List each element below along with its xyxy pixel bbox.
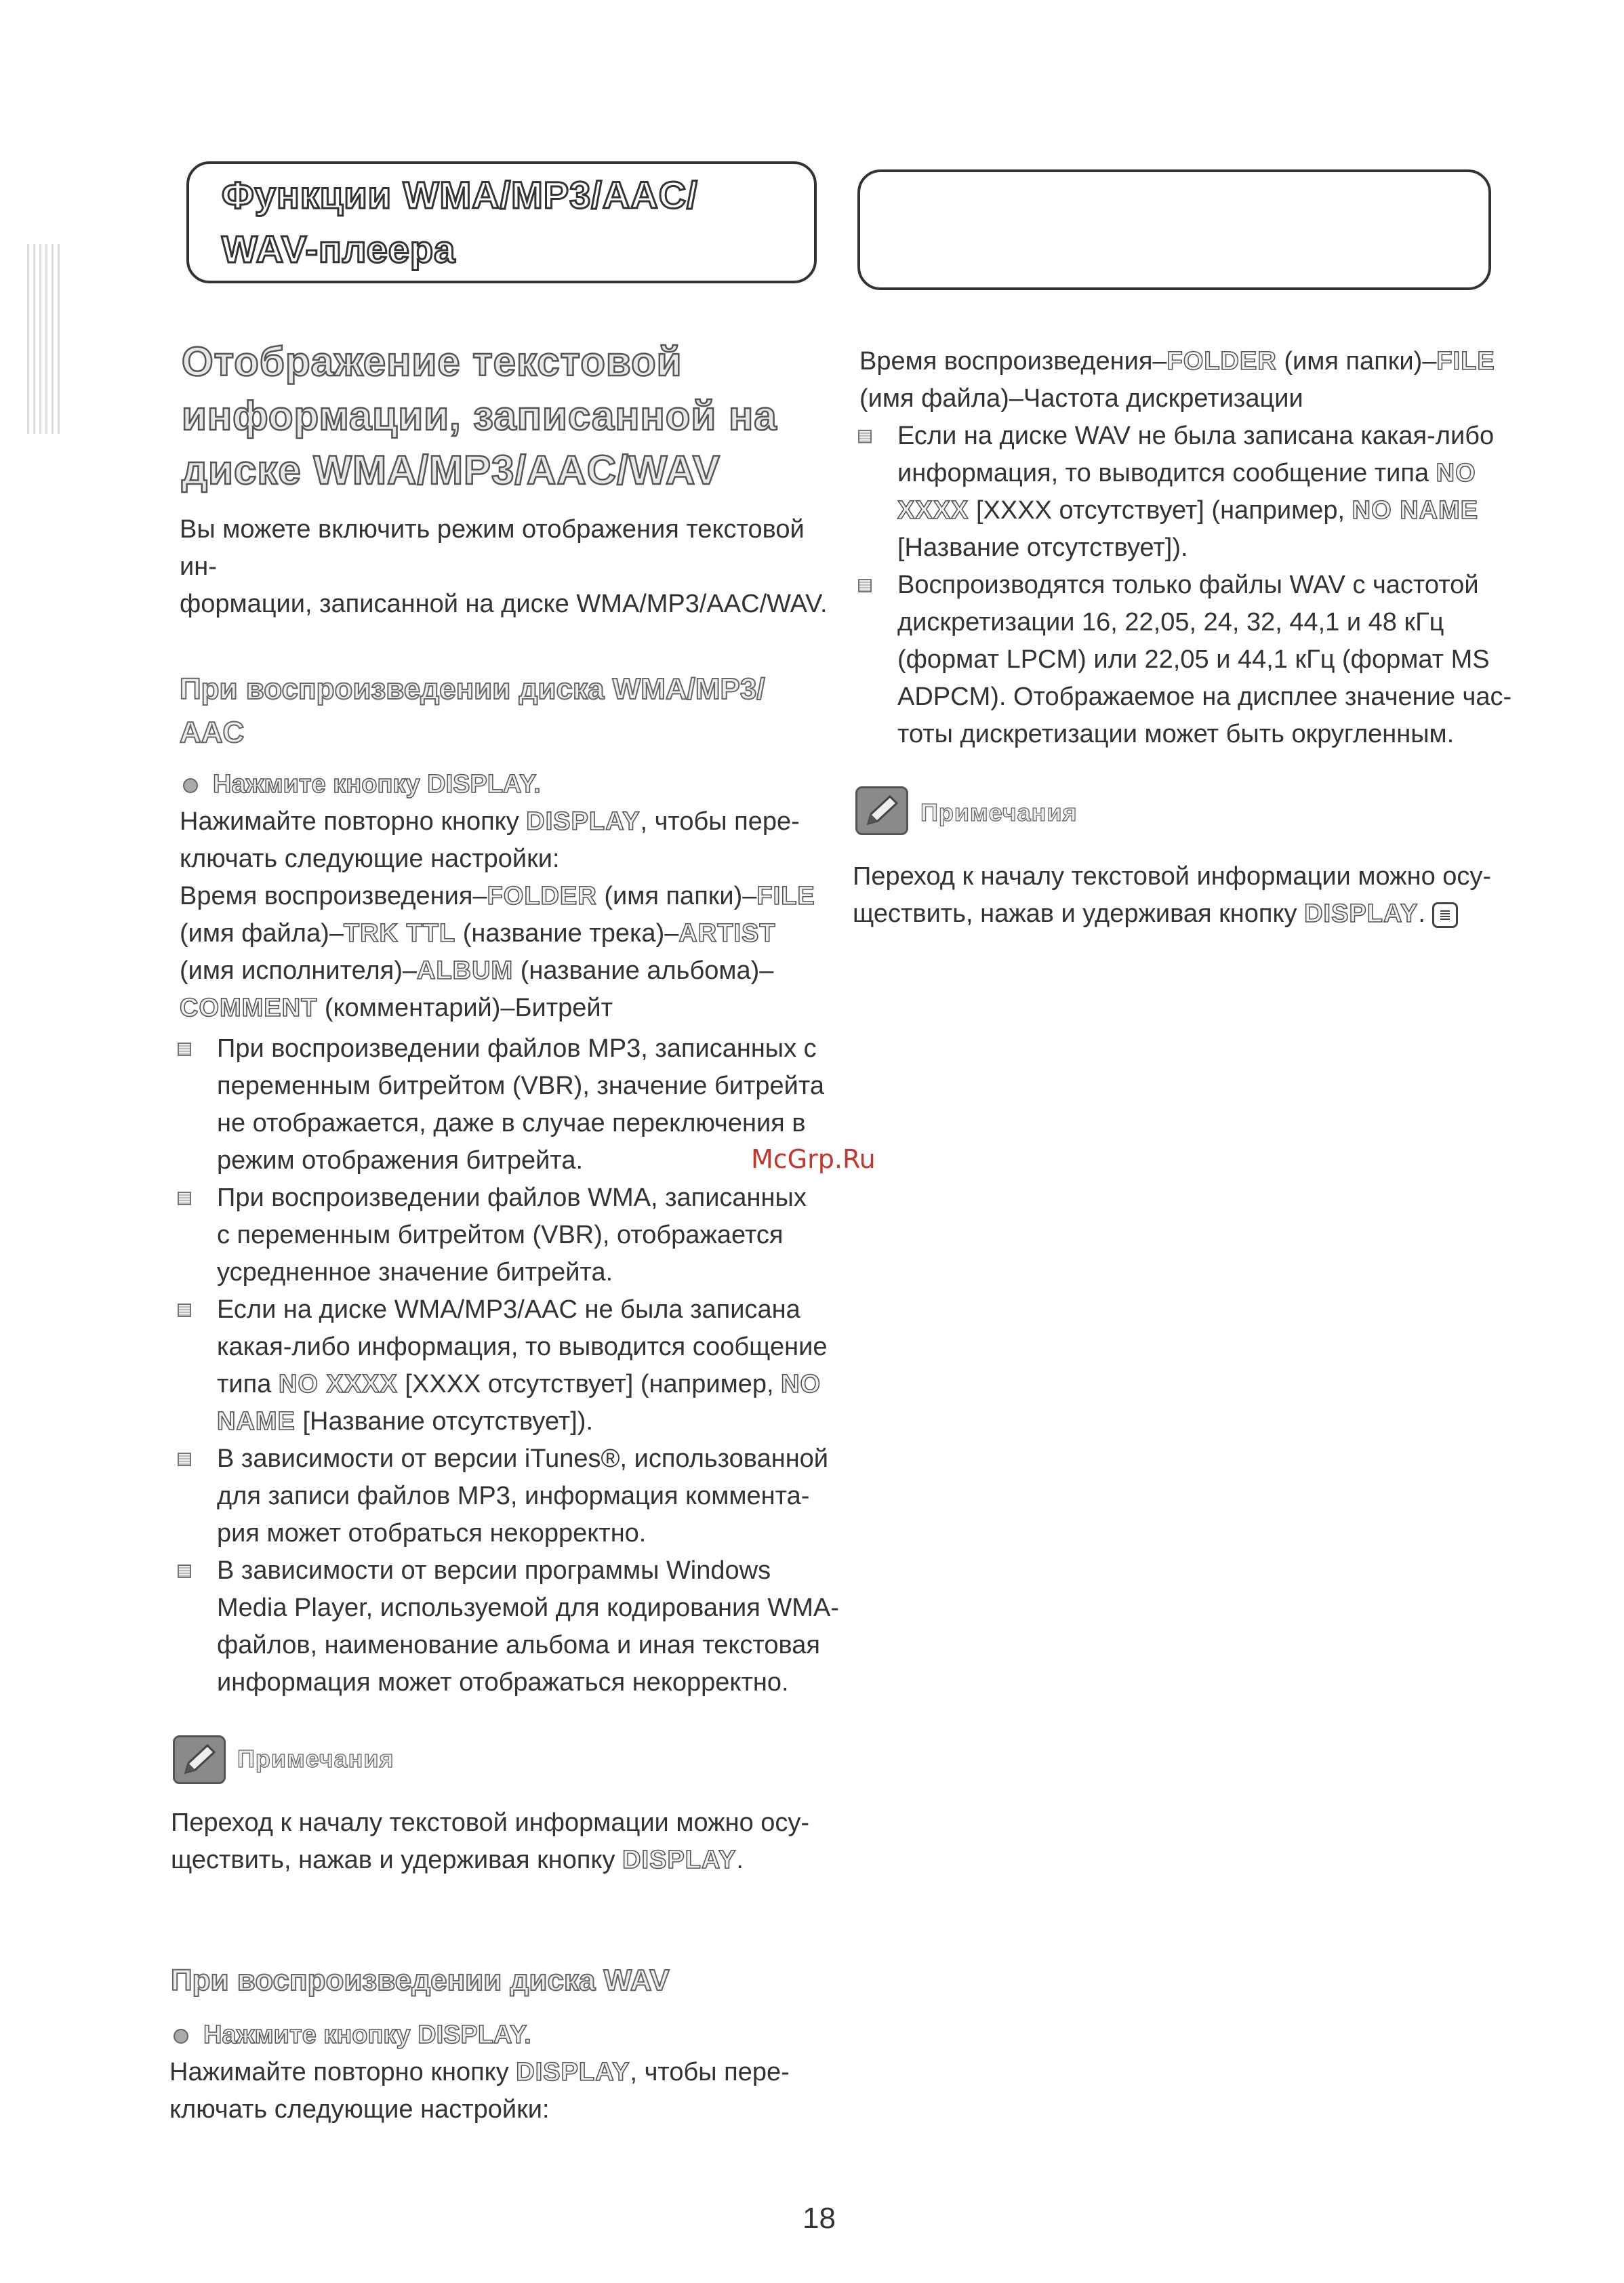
text: ществить, нажав и удерживая кнопку bbox=[853, 900, 1305, 928]
wma-bullet-list bbox=[175, 1030, 846, 1701]
section-end-icon bbox=[1432, 902, 1458, 928]
text: типа bbox=[217, 1370, 279, 1398]
name-keyword: NAME bbox=[217, 1407, 296, 1436]
wma-sequence-paragraph bbox=[180, 803, 830, 1027]
subheading-wma-line1: При воспроизведении диска WMA/MP3/ bbox=[180, 672, 765, 706]
square-bullet-icon bbox=[858, 579, 872, 592]
text: [Название отсутствует]). bbox=[295, 1407, 594, 1436]
text: В зависимости от версии программы Windows bbox=[217, 1556, 771, 1585]
display-keyword: DISPLAY bbox=[516, 2058, 630, 2086]
list-item bbox=[855, 567, 1520, 753]
section-title-line2: WAV-плеера bbox=[222, 228, 456, 270]
notes-text bbox=[171, 1804, 835, 1879]
main-heading-line3: диске WMA/MP3/AAC/WAV bbox=[182, 447, 720, 493]
file-keyword: FILE bbox=[1436, 347, 1495, 376]
text: усредненное значение битрейта. bbox=[217, 1258, 613, 1287]
text: Нажимайте повторно кнопку bbox=[180, 807, 527, 836]
text: В зависимости от версии iTunes®, использованной bbox=[217, 1444, 829, 1473]
text: Если на диске WAV не была записана какая-либо bbox=[897, 422, 1495, 450]
text: (имя файла)– bbox=[180, 919, 344, 948]
notes-label: Примечания bbox=[920, 799, 1078, 826]
watermark: McGrp.Ru bbox=[751, 1144, 876, 1174]
wav-sequence-paragraph bbox=[859, 343, 1510, 418]
list-item bbox=[175, 1179, 846, 1291]
text: (формат LPCM) или 22,05 и 44,1 кГц (формат MS bbox=[897, 645, 1490, 674]
display-keyword: DISPLAY bbox=[526, 807, 641, 836]
text: (название трека)– bbox=[455, 919, 679, 948]
text: . bbox=[1418, 900, 1425, 928]
main-heading-line2: информации, записанной на bbox=[182, 393, 777, 439]
file-keyword: FILE bbox=[756, 882, 815, 910]
text: ществить, нажав и удерживая кнопку bbox=[171, 1846, 623, 1874]
text: с переменным битрейтом (VBR), отображается bbox=[217, 1221, 784, 1249]
text: (имя исполнителя)– bbox=[180, 956, 418, 985]
text: [XXXX отсутствует] (например, bbox=[397, 1370, 781, 1398]
text: (комментарий)–Битрейт bbox=[317, 994, 613, 1022]
xxxx-keyword: XXXX bbox=[897, 496, 969, 525]
no-keyword: NO bbox=[1436, 459, 1476, 487]
no-xxxx-keyword: NO XXXX bbox=[278, 1370, 398, 1398]
intro-line1: Вы можете включить режим отображения текстовой ин- bbox=[180, 515, 805, 581]
text: ADPCM). Отображаемое на дисплее значение час- bbox=[897, 683, 1512, 711]
square-bullet-icon bbox=[178, 1564, 191, 1578]
wav-bullet-list bbox=[855, 418, 1520, 753]
text: тоты дискретизации может быть округленным. bbox=[897, 720, 1455, 748]
text: информация, то выводится сообщение типа bbox=[897, 459, 1436, 487]
text: При воспроизведении файлов WMA, записанных bbox=[217, 1184, 807, 1212]
text: не отображается, даже в случае переключения в bbox=[217, 1109, 806, 1137]
text: дискретизации 16, 22,05, 24, 32, 44,1 и 48 кГц bbox=[897, 608, 1444, 637]
square-bullet-icon bbox=[858, 430, 872, 443]
text: (имя папки)– bbox=[596, 882, 757, 910]
main-heading bbox=[182, 335, 832, 498]
square-bullet-icon bbox=[178, 1453, 191, 1466]
step-press-display-2 bbox=[174, 2017, 531, 2054]
list-item bbox=[175, 1291, 846, 1440]
text: ключать следующие настройки: bbox=[169, 2095, 550, 2124]
text: Media Player, используемой для кодирования WMA- bbox=[217, 1594, 839, 1622]
notes-pencil-icon bbox=[173, 1735, 226, 1784]
text: [XXXX отсутствует] (например, bbox=[969, 496, 1352, 525]
step-text: Нажмите кнопку DISPLAY. bbox=[213, 770, 541, 799]
text: Воспроизводятся только файлы WAV с частотой bbox=[897, 571, 1479, 599]
square-bullet-icon bbox=[178, 1304, 191, 1317]
text: какая-либо информация, то выводится сообщение bbox=[217, 1333, 828, 1361]
text: информация может отображаться некорректно. bbox=[217, 1668, 789, 1697]
comment-keyword: COMMENT bbox=[180, 994, 318, 1022]
album-keyword: ALBUM bbox=[417, 956, 514, 985]
text: Нажимайте повторно кнопку bbox=[169, 2058, 516, 2086]
section-title-box bbox=[186, 161, 817, 283]
no-name-keyword: NO NAME bbox=[1352, 496, 1479, 525]
text: файлов, наименование альбома и иная текстовая bbox=[217, 1631, 821, 1659]
notes-text bbox=[853, 858, 1517, 933]
page-number: 18 bbox=[803, 2202, 836, 2235]
text: для записи файлов MP3, информация коммента- bbox=[217, 1482, 810, 1510]
artist-keyword: ARTIST bbox=[678, 919, 776, 948]
folder-keyword: FOLDER bbox=[1166, 347, 1277, 376]
subheading-wma-line2: AAC bbox=[180, 716, 245, 749]
list-item bbox=[855, 418, 1520, 567]
list-item bbox=[175, 1440, 846, 1552]
text: При воспроизведении файлов MP3, записанных с bbox=[217, 1034, 817, 1063]
text: , чтобы пере- bbox=[630, 2058, 790, 2086]
text: Время воспроизведения– bbox=[859, 347, 1167, 376]
margin-specks bbox=[27, 244, 61, 434]
display-keyword: DISPLAY bbox=[1304, 900, 1419, 928]
list-item bbox=[175, 1030, 846, 1179]
text: (имя файла)–Частота дискретизации bbox=[859, 384, 1303, 413]
text: (имя папки)– bbox=[1276, 347, 1437, 376]
text: ключать следующие настройки: bbox=[180, 845, 560, 873]
circle-bullet-icon bbox=[174, 2029, 188, 2044]
list-item bbox=[175, 1552, 846, 1701]
intro-line2: формации, записанной на диске WMA/MP3/AAC/WAV. bbox=[180, 590, 828, 618]
text: (название альбома)– bbox=[513, 956, 774, 985]
text: . bbox=[736, 1846, 744, 1874]
blank-title-box bbox=[857, 169, 1491, 290]
text: переменным битрейтом (VBR), значение битрейта bbox=[217, 1072, 824, 1100]
text: Переход к началу текстовой информации можно осу- bbox=[853, 862, 1492, 891]
text: Если на диске WMA/MP3/AAC не была записана bbox=[217, 1295, 800, 1324]
no-keyword: NO bbox=[781, 1370, 821, 1398]
display-keyword: DISPLAY bbox=[622, 1846, 737, 1874]
text: , чтобы пере- bbox=[640, 807, 800, 836]
square-bullet-icon bbox=[178, 1192, 191, 1205]
section-title-line1: Функции WMA/MP3/AAC/ bbox=[222, 174, 698, 216]
trk-ttl-keyword: TRK TTL bbox=[343, 919, 456, 948]
text: рия может отобраться некорректно. bbox=[217, 1519, 647, 1548]
subheading-wav: При воспроизведении диска WAV bbox=[171, 1964, 670, 1997]
text: [Название отсутствует]). bbox=[897, 533, 1188, 562]
circle-bullet-icon bbox=[183, 778, 198, 793]
subheading-wma bbox=[180, 668, 830, 754]
notes-label: Примечания bbox=[237, 1745, 394, 1773]
intro-paragraph bbox=[180, 511, 830, 623]
wav-intro-paragraph bbox=[169, 2054, 834, 2128]
text: Переход к началу текстовой информации можно осу- bbox=[171, 1809, 810, 1837]
text: Время воспроизведения– bbox=[180, 882, 487, 910]
main-heading-line1: Отображение текстовой bbox=[182, 339, 683, 384]
step-text: Нажмите кнопку DISPLAY. bbox=[203, 2021, 531, 2049]
folder-keyword: FOLDER bbox=[487, 882, 597, 910]
text: режим отображения битрейта. bbox=[217, 1146, 584, 1175]
square-bullet-icon bbox=[178, 1043, 191, 1056]
notes-pencil-icon bbox=[855, 786, 908, 835]
step-press-display-1 bbox=[183, 766, 541, 803]
